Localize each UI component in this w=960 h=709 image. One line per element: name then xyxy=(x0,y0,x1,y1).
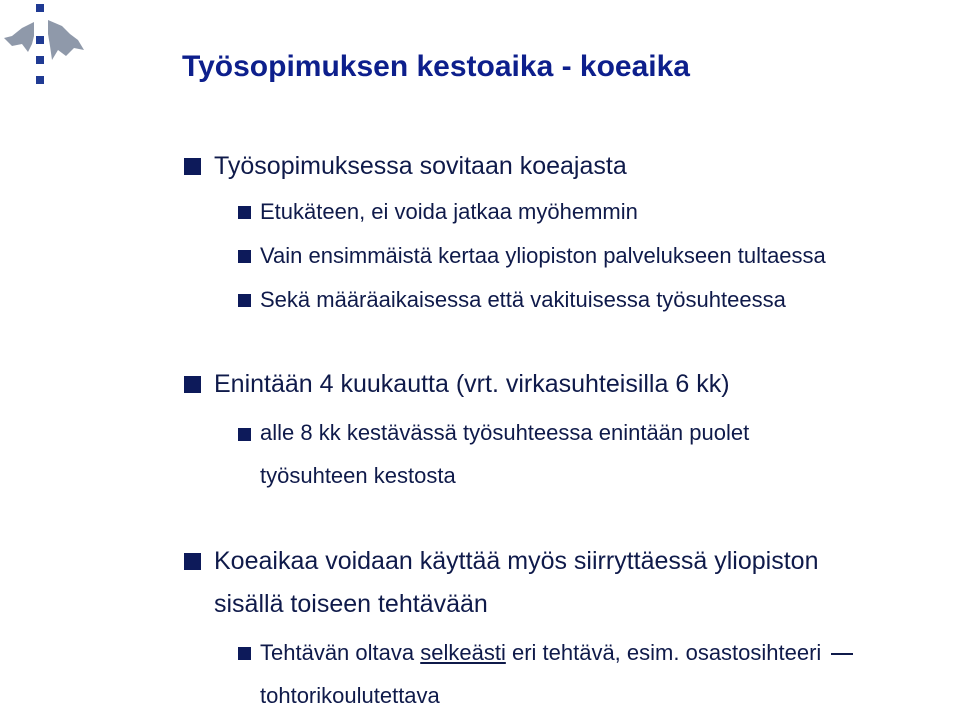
bullet-square-icon xyxy=(184,158,201,175)
section-1-heading: Työsopimuksessa sovitaan koeajasta xyxy=(214,152,627,180)
sub-bullet-square-icon xyxy=(238,250,251,263)
sub-bullet-square-icon xyxy=(238,294,251,307)
section-3-heading-line-1: Koeaikaa voidaan käyttää myös siirryttäessä yliopiston xyxy=(214,547,819,575)
sub-bullet-square-icon xyxy=(238,206,251,219)
university-logo xyxy=(0,0,96,96)
section-2-item-line-1: alle 8 kk kestävässä työsuhteessa enintään puolet xyxy=(260,420,750,445)
section-3-item-text-1: Tehtävän oltava xyxy=(260,640,415,665)
section-1-item-2: Vain ensimmäistä kertaa yliopiston palvelukseen tultaessa xyxy=(260,243,826,268)
dash-line xyxy=(831,653,853,655)
bullet-square-icon xyxy=(184,553,201,570)
section-2-item-line-2: työsuhteen kestosta xyxy=(260,463,456,488)
sub-bullet-square-icon xyxy=(238,647,251,660)
bullet-square-icon xyxy=(184,376,201,393)
section-3-item-line-1 xyxy=(260,640,853,666)
sub-bullet-square-icon xyxy=(238,428,251,441)
section-2-heading: Enintään 4 kuukautta (vrt. virkasuhteisilla 6 kk) xyxy=(214,370,730,398)
section-1-item-1: Etukäteen, ei voida jatkaa myöhemmin xyxy=(260,199,638,224)
section-3-item-text-2: eri tehtävä, esim. osastosihteeri xyxy=(511,640,822,665)
section-1-item-3: Sekä määräaikaisessa että vakituisessa työsuhteessa xyxy=(260,287,786,312)
slide-title: Työsopimuksen kestoaika - koeaika xyxy=(182,50,690,83)
section-3-heading-line-2: sisällä toiseen tehtävään xyxy=(214,590,488,618)
section-3-item-line-2: tohtorikoulutettava xyxy=(260,683,440,708)
underlined-word: selkeästi xyxy=(420,640,506,665)
